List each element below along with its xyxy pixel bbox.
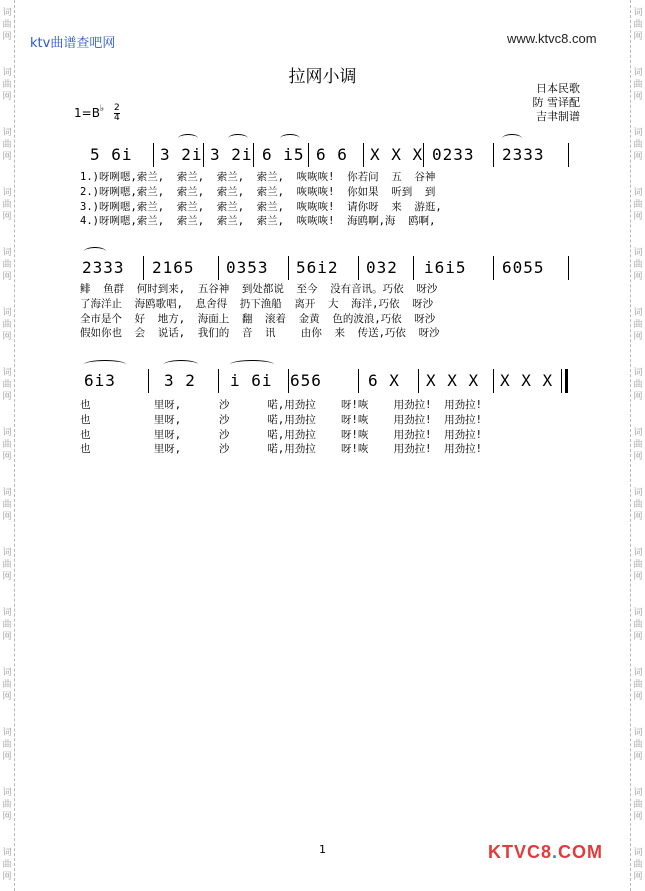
site-url: www.ktvc8.com xyxy=(507,31,597,46)
lyrics-block-2 xyxy=(80,282,570,341)
watermark-char: 网 xyxy=(2,692,12,702)
watermark-char: 曲 xyxy=(2,20,12,30)
watermark-char: 词 xyxy=(2,788,12,798)
watermark-char: 曲 xyxy=(2,380,12,390)
watermark-char: 曲 xyxy=(2,500,12,510)
watermark-char: 曲 xyxy=(2,620,12,630)
watermark-char: 词 xyxy=(633,248,643,258)
lyric-verse-2: 2.)呀咧嗯,索兰, 索兰, 索兰, 索兰, 咴咴咴! 你如果 听到 到 xyxy=(80,185,436,198)
watermark-char: 曲 xyxy=(633,680,643,690)
staff-line-3 xyxy=(80,369,572,393)
watermark-char: 曲 xyxy=(2,800,12,810)
watermark-char: 网 xyxy=(633,452,643,462)
right-watermark-strip xyxy=(630,0,645,891)
slur xyxy=(178,134,198,143)
slur xyxy=(280,134,300,143)
slur xyxy=(84,247,106,256)
lyric-verse-1: 也 里呀, 沙 喏,用劲拉 呀!咴 用劲拉! 用劲拉! xyxy=(80,399,482,411)
watermark-char: 网 xyxy=(2,752,12,762)
logo-dot: . xyxy=(552,842,559,862)
slur xyxy=(164,360,198,369)
watermark-char: 词 xyxy=(633,308,643,318)
watermark-char: 曲 xyxy=(2,440,12,450)
watermark-char: 网 xyxy=(2,812,12,822)
staff-line-2 xyxy=(80,256,572,280)
barline xyxy=(218,369,219,393)
watermark-char: 曲 xyxy=(2,740,12,750)
watermark-char: 词 xyxy=(2,608,12,618)
watermark-char: 词 xyxy=(633,368,643,378)
watermark-char: 词 xyxy=(633,488,643,498)
site-logo xyxy=(488,842,603,863)
watermark-char: 网 xyxy=(2,512,12,522)
barline xyxy=(493,369,494,393)
watermark-char: 曲 xyxy=(2,680,12,690)
watermark-char: 网 xyxy=(2,572,12,582)
watermark-char: 词 xyxy=(2,368,12,378)
watermark-char: 曲 xyxy=(2,260,12,270)
barline xyxy=(493,256,494,280)
measure: 2165 xyxy=(152,258,195,277)
barline xyxy=(288,369,289,393)
watermark-char: 词 xyxy=(2,668,12,678)
watermark-char: 网 xyxy=(2,872,12,882)
watermark-char: 网 xyxy=(633,692,643,702)
lyrics-block-1 xyxy=(80,170,570,229)
watermark-char: 网 xyxy=(2,152,12,162)
lyric-verse-2: 也 里呀, 沙 喏,用劲拉 呀!咴 用劲拉! 用劲拉! xyxy=(80,413,482,426)
barline xyxy=(363,143,364,167)
watermark-char: 曲 xyxy=(633,740,643,750)
watermark-char: 词 xyxy=(633,188,643,198)
flat-sign: ♭ xyxy=(99,104,105,114)
site-name-left: ktv曲谱查吧网 xyxy=(30,36,116,51)
watermark-char: 词 xyxy=(2,728,12,738)
barline xyxy=(308,143,309,167)
lyric-verse-2: 了海洋止 海鸥歌唱, 息舍得 扔下渔船 离开 大 海洋,巧依 呀沙 xyxy=(80,297,434,310)
song-credits xyxy=(500,82,580,124)
measure: 2333 xyxy=(82,258,125,277)
watermark-char: 曲 xyxy=(633,20,643,30)
logo-main: KTVC8 xyxy=(488,842,553,862)
credit-score: 吉聿制谱 xyxy=(536,110,580,123)
left-watermark-strip xyxy=(0,0,15,891)
measure: 656 xyxy=(290,371,322,390)
lyric-verse-1: 鲱 鱼群 何时到来, 五谷神 到处都说 至今 没有音讯。巧依 呀沙 xyxy=(80,283,438,295)
barline xyxy=(218,256,219,280)
barline xyxy=(253,143,254,167)
watermark-char: 曲 xyxy=(633,200,643,210)
watermark-char: 曲 xyxy=(633,500,643,510)
watermark-char: 曲 xyxy=(633,800,643,810)
watermark-char: 词 xyxy=(2,128,12,138)
time-top: 2 xyxy=(114,103,120,113)
key-text: 1=B xyxy=(74,106,100,120)
measure: 3 2i xyxy=(160,145,203,164)
staff-line-1 xyxy=(80,143,572,167)
barline xyxy=(153,143,154,167)
barline xyxy=(288,256,289,280)
watermark-char: 曲 xyxy=(633,560,643,570)
measure: 0353 xyxy=(226,258,269,277)
slur xyxy=(84,360,126,369)
watermark-char: 词 xyxy=(2,488,12,498)
time-bottom: 4 xyxy=(114,113,120,123)
watermark-char: 网 xyxy=(2,632,12,642)
watermark-char: 网 xyxy=(633,152,643,162)
watermark-char: 曲 xyxy=(2,860,12,870)
watermark-char: 曲 xyxy=(2,200,12,210)
watermark-char: 网 xyxy=(633,752,643,762)
measure: X X X xyxy=(370,145,424,164)
credit-lyrics: 防 雪译配 xyxy=(532,96,580,109)
watermark-char: 曲 xyxy=(2,320,12,330)
measure: 032 xyxy=(366,258,398,277)
watermark-char: 网 xyxy=(633,32,643,42)
measure: X X X xyxy=(426,371,480,390)
watermark-char: 网 xyxy=(633,512,643,522)
watermark-char: 曲 xyxy=(2,140,12,150)
watermark-char: 网 xyxy=(633,272,643,282)
barline xyxy=(358,369,359,393)
watermark-char: 网 xyxy=(2,272,12,282)
watermark-char: 网 xyxy=(2,32,12,42)
slur xyxy=(230,360,274,369)
final-barline xyxy=(565,369,568,393)
watermark-char: 词 xyxy=(2,428,12,438)
lyric-verse-3: 也 里呀, 沙 喏,用劲拉 呀!咴 用劲拉! 用劲拉! xyxy=(80,428,482,441)
measure: 0233 xyxy=(432,145,475,164)
slur xyxy=(228,134,248,143)
lyric-verse-4: 4.)呀咧嗯,索兰, 索兰, 索兰, 索兰, 咴咴咴! 海鸥啊,海 鸥啊, xyxy=(80,215,436,228)
watermark-char: 曲 xyxy=(633,440,643,450)
watermark-char: 词 xyxy=(633,548,643,558)
measure: 6 6 xyxy=(316,145,348,164)
measure: 2333 xyxy=(502,145,545,164)
page-number: 1 xyxy=(319,843,326,856)
watermark-char: 曲 xyxy=(633,320,643,330)
watermark-char: 曲 xyxy=(2,80,12,90)
barline xyxy=(561,369,562,393)
lyric-verse-3: 3.)呀咧嗯,索兰, 索兰, 索兰, 索兰, 咴咴咴! 请你呀 来 游逛, xyxy=(80,200,442,213)
watermark-char: 网 xyxy=(2,392,12,402)
watermark-char: 曲 xyxy=(633,860,643,870)
barline xyxy=(568,256,569,280)
barline xyxy=(413,256,414,280)
lyric-verse-4: 也 里呀, 沙 喏,用劲拉 呀!咴 用劲拉! 用劲拉! xyxy=(80,443,482,456)
watermark-char: 词 xyxy=(633,848,643,858)
watermark-char: 词 xyxy=(633,8,643,18)
song-title: 拉网小调 xyxy=(288,67,357,87)
watermark-char: 词 xyxy=(633,128,643,138)
watermark-char: 网 xyxy=(633,392,643,402)
watermark-char: 曲 xyxy=(633,260,643,270)
watermark-char: 网 xyxy=(633,872,643,882)
watermark-char: 网 xyxy=(2,332,12,342)
key-signature xyxy=(74,104,120,123)
watermark-char: 曲 xyxy=(633,80,643,90)
watermark-char: 网 xyxy=(2,452,12,462)
lyric-verse-4: 假如你也 会 说话, 我们的 音 讯 由你 来 传送,巧依 呀沙 xyxy=(80,327,440,340)
logo-tail: COM xyxy=(558,842,604,862)
watermark-char: 网 xyxy=(2,212,12,222)
watermark-char: 词 xyxy=(2,308,12,318)
measure: 6i3 xyxy=(84,371,116,390)
watermark-char: 网 xyxy=(633,332,643,342)
measure: 6 i5 xyxy=(262,145,305,164)
watermark-char: 曲 xyxy=(633,620,643,630)
measure: 6055 xyxy=(502,258,545,277)
watermark-char: 词 xyxy=(2,8,12,18)
barline xyxy=(143,256,144,280)
watermark-char: 词 xyxy=(633,608,643,618)
measure: 56i2 xyxy=(296,258,339,277)
watermark-char: 网 xyxy=(633,92,643,102)
slur xyxy=(502,134,522,143)
watermark-char: 词 xyxy=(633,728,643,738)
watermark-char: 词 xyxy=(2,68,12,78)
watermark-char: 词 xyxy=(633,668,643,678)
lyric-verse-1: 1.)呀咧嗯,索兰, 索兰, 索兰, 索兰, 咴咴咴! 你若问 五 谷神 xyxy=(80,171,436,183)
barline xyxy=(203,143,204,167)
watermark-char: 曲 xyxy=(633,140,643,150)
watermark-char: 词 xyxy=(2,248,12,258)
watermark-char: 词 xyxy=(2,848,12,858)
measure: 6 X xyxy=(368,371,400,390)
watermark-char: 词 xyxy=(2,548,12,558)
barline xyxy=(568,143,569,167)
measure: i 6i xyxy=(230,371,273,390)
watermark-char: 词 xyxy=(633,788,643,798)
barline xyxy=(358,256,359,280)
credit-origin: 日本民歌 xyxy=(536,82,580,95)
barline xyxy=(418,369,419,393)
watermark-char: 网 xyxy=(633,632,643,642)
watermark-char: 网 xyxy=(633,812,643,822)
watermark-char: 网 xyxy=(2,92,12,102)
measure: 3 2 xyxy=(164,371,196,390)
watermark-char: 网 xyxy=(633,572,643,582)
time-signature xyxy=(114,104,120,123)
lyric-verse-3: 全市是个 好 地方, 海面上 翻 滚着 金黄 色的波浪,巧依 呀沙 xyxy=(80,312,436,325)
lyrics-block-3 xyxy=(80,398,570,457)
measure: X X X xyxy=(500,371,554,390)
barline xyxy=(148,369,149,393)
watermark-char: 词 xyxy=(633,428,643,438)
watermark-char: 曲 xyxy=(633,380,643,390)
measure: i6i5 xyxy=(424,258,467,277)
watermark-char: 曲 xyxy=(2,560,12,570)
watermark-char: 词 xyxy=(2,188,12,198)
measure: 5 6i xyxy=(90,145,133,164)
watermark-char: 网 xyxy=(633,212,643,222)
barline xyxy=(493,143,494,167)
watermark-char: 词 xyxy=(633,68,643,78)
measure: 3 2i xyxy=(210,145,253,164)
